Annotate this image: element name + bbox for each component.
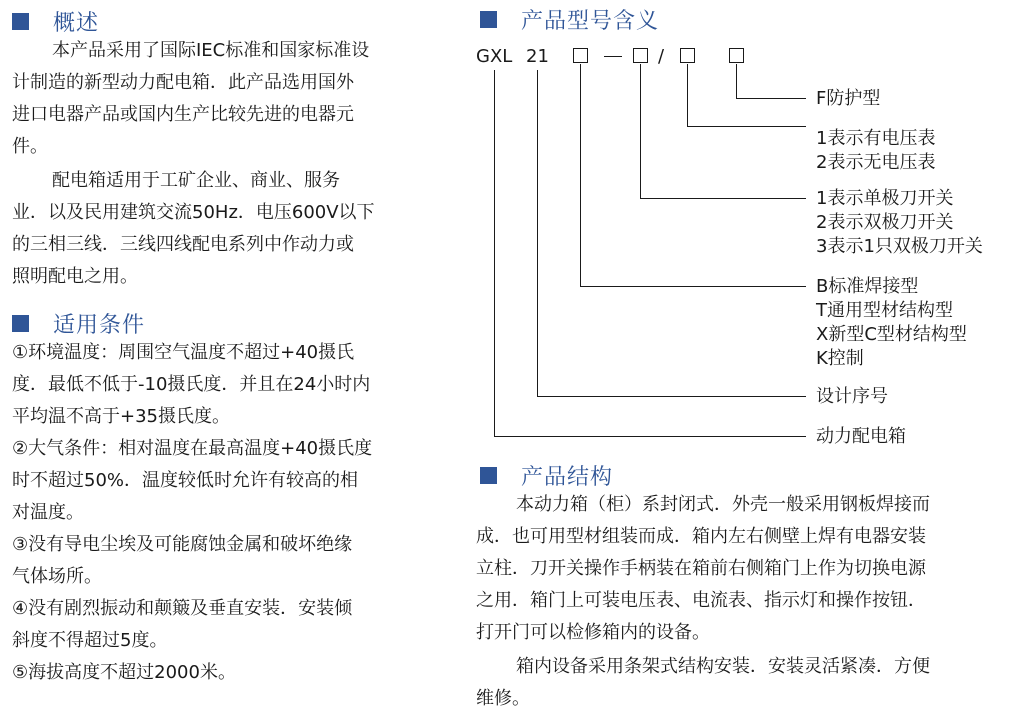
- conditions-line: ④没有剧烈振动和颠簸及垂直安装．安装倾: [12, 598, 353, 619]
- conditions-line: 对温度。: [12, 502, 84, 523]
- model-label: 2表示无电压表: [816, 152, 936, 173]
- model-label: B标准焊接型: [816, 276, 919, 297]
- connector-line: [494, 70, 495, 436]
- code-slash: /: [658, 46, 665, 67]
- conditions-line: 度．最低不低于-10摄氏度．并且在24小时内: [12, 374, 371, 395]
- conditions-line: ⑤海拔高度不超过2000米。: [12, 662, 236, 683]
- connector-line: [537, 70, 538, 396]
- overview-heading: [12, 6, 99, 36]
- connector-line: [687, 64, 688, 126]
- model-label: 1表示有电压表: [816, 128, 936, 149]
- code-number: 21: [526, 46, 549, 67]
- square-bullet-icon: [480, 467, 497, 484]
- structure-line: 成．也可用型材组装而成．箱内左右侧壁上焊有电器安装: [476, 526, 926, 547]
- conditions-line: 气体场所。: [12, 566, 102, 587]
- model-label: 1表示单极刀开关: [816, 188, 954, 209]
- overview-line: 配电箱适用于工矿企业、商业、服务: [52, 170, 340, 191]
- square-bullet-icon: [12, 315, 29, 332]
- model-code-diagram: [476, 0, 1006, 460]
- overview-line: 本产品采用了国际IEC标准和国家标准设: [52, 40, 370, 61]
- overview-line: 计制造的新型动力配电箱．此产品选用国外: [12, 72, 354, 93]
- conditions-line: 平均温不高于+35摄氏度。: [12, 406, 230, 427]
- overview-line: 件。: [12, 136, 48, 157]
- overview-line: 照明配电之用。: [12, 266, 138, 287]
- model-title: 产品型号含义: [521, 8, 660, 34]
- connector-line: [580, 286, 806, 287]
- overview-line: 进口电器产品或国内生产比较先进的电器元: [12, 104, 354, 125]
- connector-line: [580, 64, 581, 286]
- structure-line: 立柱．刀开关操作手柄装在箱前右侧箱门上作为切换电源: [476, 558, 926, 579]
- structure-line: 之用．箱门上可装电压表、电流表、指示灯和操作按钮．: [476, 590, 926, 611]
- code-box-protection: [729, 48, 744, 63]
- square-bullet-icon: [12, 13, 29, 30]
- connector-line: [736, 98, 806, 99]
- overview-title: 概述: [53, 10, 100, 36]
- model-label: X新型C型材结构型: [816, 324, 967, 345]
- structure-line: 本动力箱（柜）系封闭式．外壳一般采用钢板焊接而: [516, 494, 930, 515]
- connector-line: [736, 64, 737, 98]
- structure-line: 维修。: [476, 688, 530, 709]
- code-box-structure: [573, 48, 588, 63]
- conditions-line: ③没有导电尘埃及可能腐蚀金属和破坏绝缘: [12, 534, 353, 555]
- conditions-line: 斜度不得超过5度。: [12, 630, 168, 651]
- connector-line: [494, 436, 806, 437]
- code-dash: [604, 56, 622, 57]
- code-box-switch: [633, 48, 648, 63]
- model-label: 2表示双极刀开关: [816, 212, 954, 233]
- connector-line: [537, 396, 806, 397]
- model-label: 动力配电箱: [816, 426, 906, 447]
- overview-line: 的三相三线．三线四线配电系列中作动力或: [12, 234, 354, 255]
- code-prefix: GXL: [476, 46, 513, 67]
- structure-line: 箱内设备采用条架式结构安装．安装灵活紧凑．方便: [516, 656, 930, 677]
- structure-heading: [480, 460, 613, 490]
- model-label: 设计序号: [816, 386, 888, 407]
- structure-line: 打开门可以检修箱内的设备。: [476, 622, 710, 643]
- model-label: F防护型: [816, 88, 881, 109]
- connector-line: [640, 198, 806, 199]
- structure-title: 产品结构: [521, 464, 614, 490]
- conditions-line: 时不超过50%．温度较低时允许有较高的相: [12, 470, 359, 491]
- connector-line: [640, 64, 641, 198]
- overview-line: 业．以及民用建筑交流50Hz．电压600V以下: [12, 202, 375, 223]
- model-label: K控制: [816, 348, 864, 369]
- model-label: T通用型材结构型: [816, 300, 953, 321]
- model-label: 3表示1只双极刀开关: [816, 236, 983, 257]
- conditions-line: ②大气条件：相对温度在最高温度+40摄氏度: [12, 438, 373, 459]
- conditions-line: ①环境温度：周围空气温度不超过+40摄氏: [12, 342, 355, 363]
- connector-line: [687, 126, 806, 127]
- code-box-meter: [680, 48, 695, 63]
- conditions-heading: [12, 308, 145, 338]
- conditions-title: 适用条件: [53, 312, 146, 338]
